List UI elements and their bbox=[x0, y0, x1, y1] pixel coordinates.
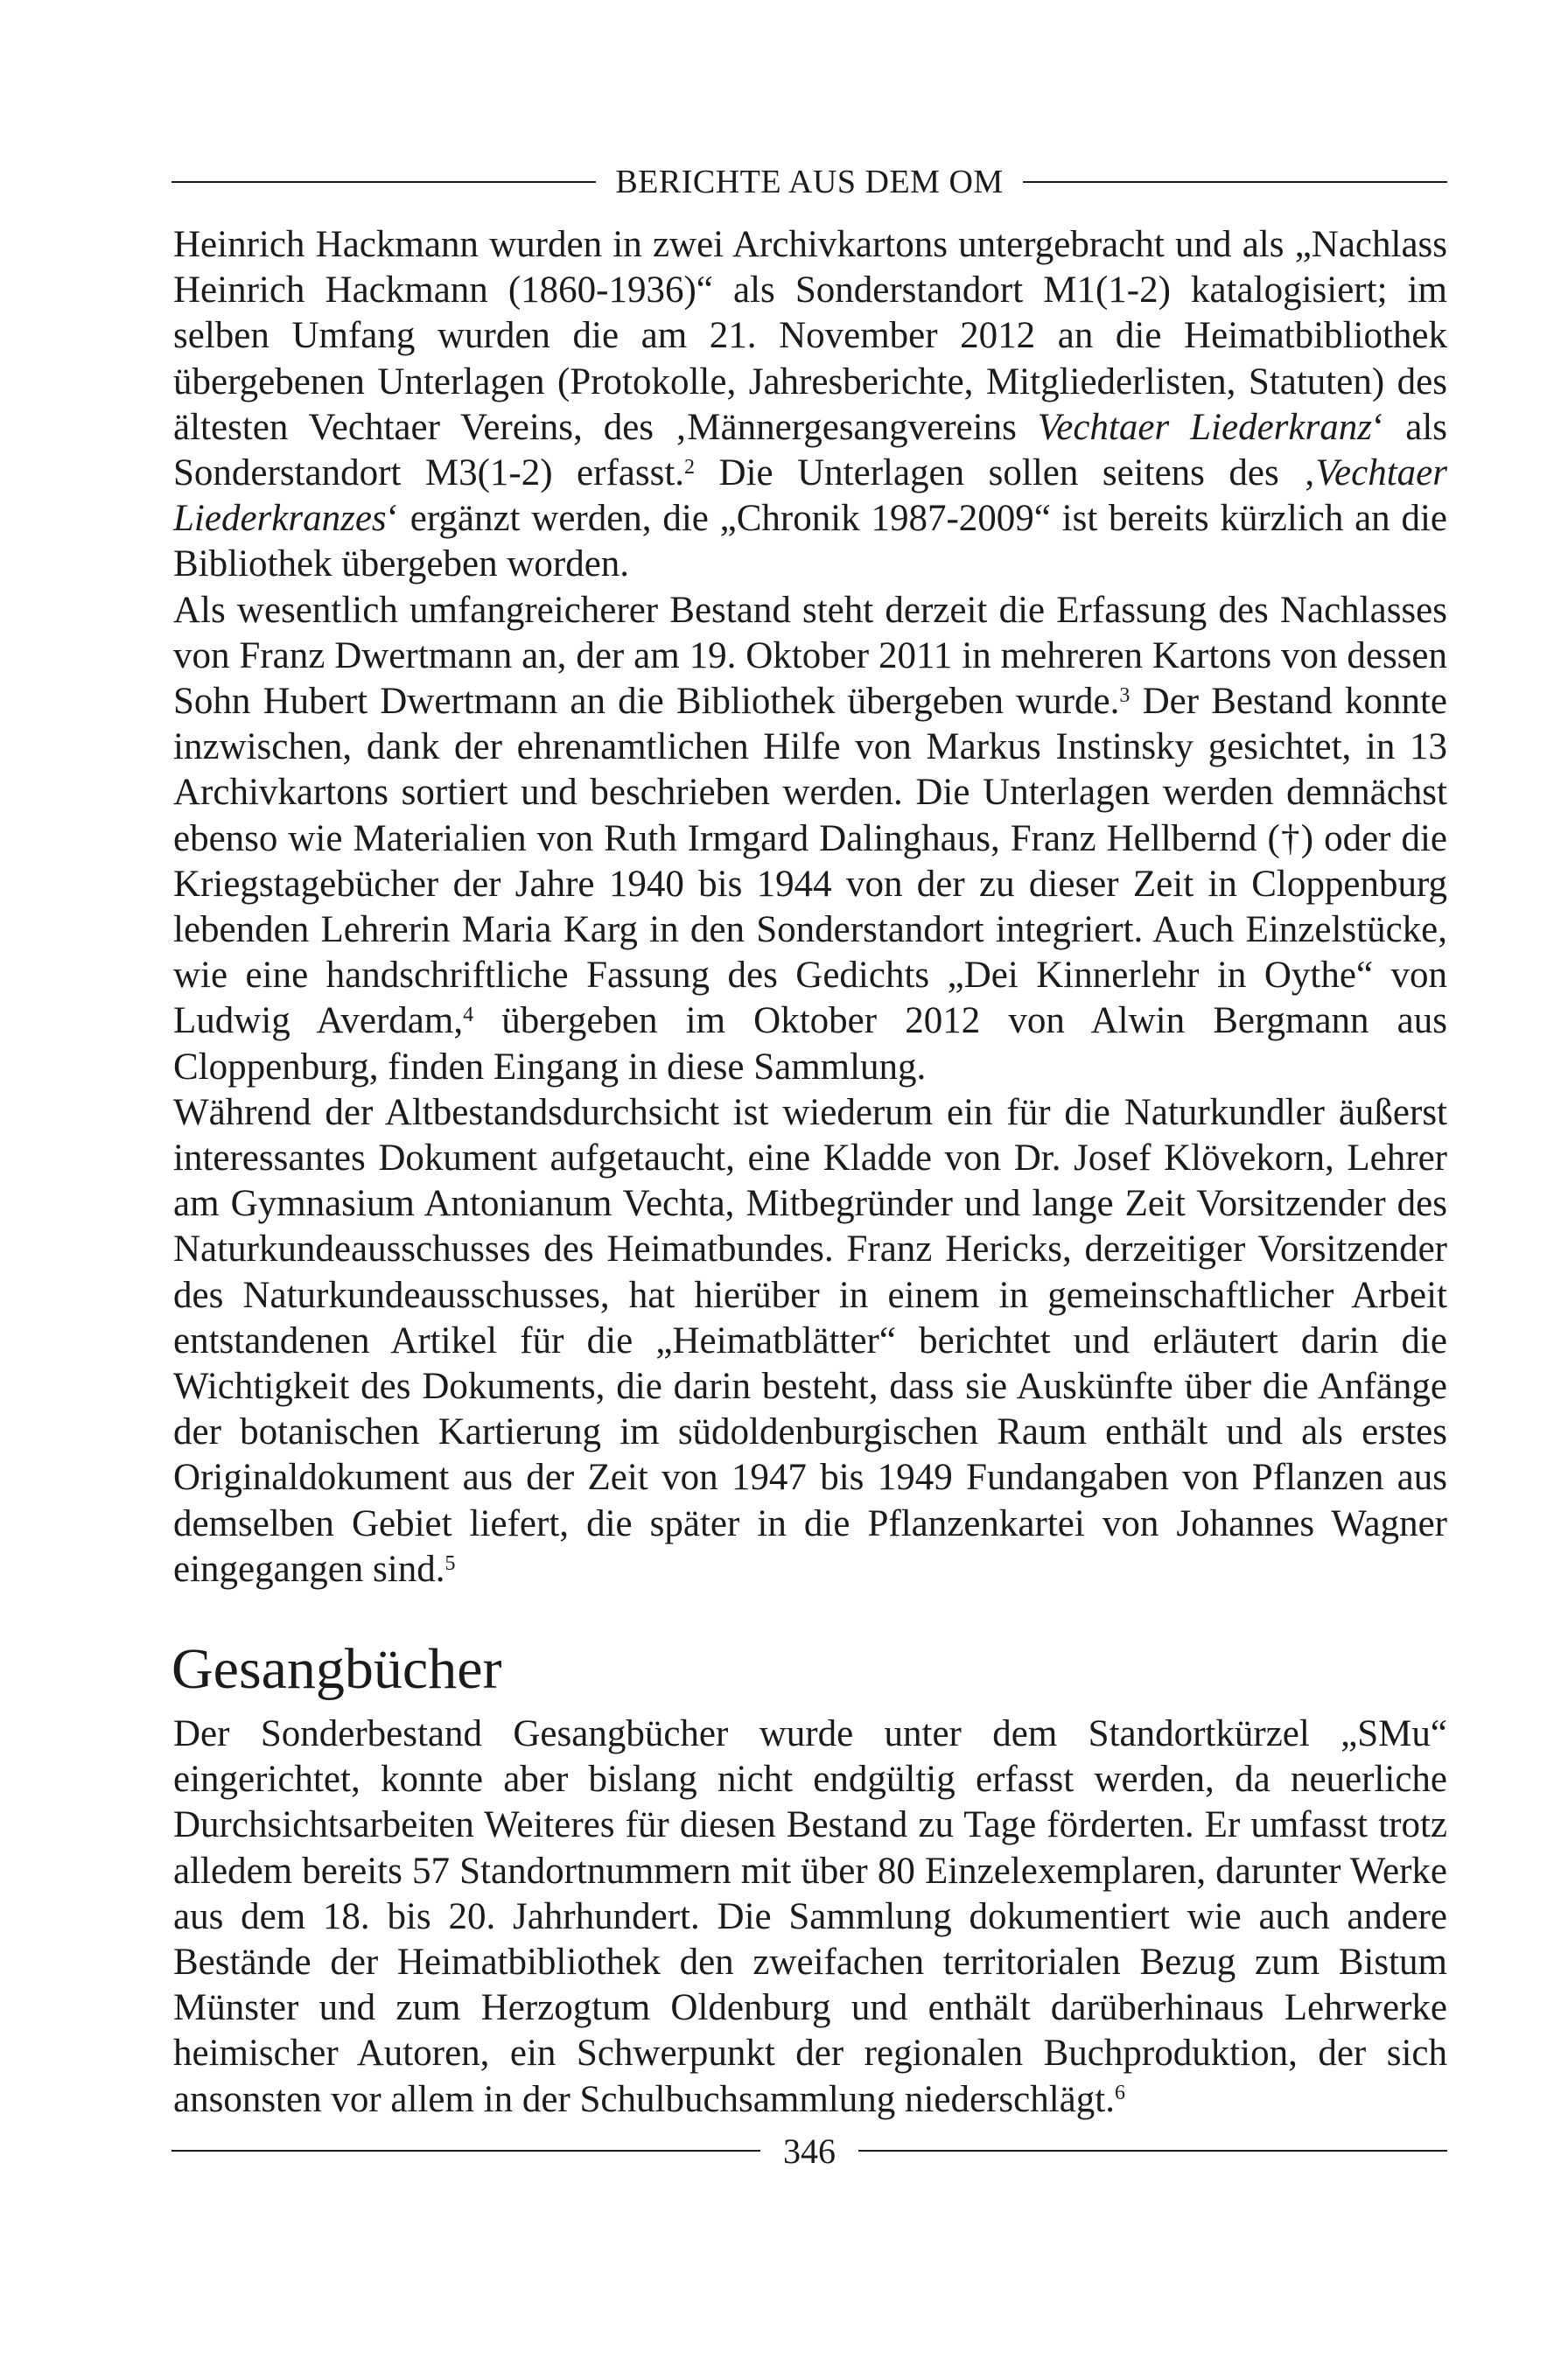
body-text-continued bbox=[173, 222, 1447, 1592]
running-header bbox=[172, 156, 1447, 208]
header-rule-left bbox=[172, 181, 596, 183]
paragraph-kladde-kloevekorn bbox=[173, 1090, 1447, 1592]
paragraph-gesangbuecher bbox=[173, 1712, 1447, 2123]
text-run: ‘ ergänzt werden, die „Chronik 1987-2009“ ist bereits kürzlich an die Bibliothek übergeben worden. bbox=[173, 498, 1447, 585]
footnote-ref: 4 bbox=[463, 1004, 474, 1027]
text-run: Der Sonderbestand Gesangbücher wurde unter dem Standortkürzel „SMu“ eingerichtet, konnte aber bislang nicht endgültig erfasst werden, da neuerliche Durchsichtsarbeiten Weiteres für diesen Bestand zu Tage förderten. Er umfasst trotz alledem bereits 57 Standortnummern mit über 80 Einzelexemplaren, darunter Werke aus dem 18. bis 20. Jahrhundert. Die Sammlung dokumentiert wie auch andere Bestände der Heimatbibliothek den zweifachen territorialen Bezug zum Bistum Münster und zum Herzogtum Oldenburg und enthält darüberhinaus Lehrwerke heimischer Autoren, ein Schwerpunkt der regionalen Buchproduktion, der sich ansonsten vor allem in der Schulbuchsammlung niederschlägt. bbox=[173, 1713, 1447, 2120]
paragraph-nachlass-dwertmann bbox=[173, 588, 1447, 1090]
footnote-ref: 5 bbox=[444, 1551, 456, 1575]
italic-title: Vechtaer Liederkranzes bbox=[173, 452, 1447, 540]
footer-rule-left bbox=[172, 2150, 760, 2152]
text-run: Die Unterlagen sollen seitens des ‚ bbox=[695, 452, 1316, 494]
text-run: Als wesentlich umfangreicherer Bestand steht derzeit die Erfassung des Nachlasses von Franz Dwertmann an, der am 19. Oktober 2011 in mehreren Kartons von dessen Sohn Hubert Dwertmann an die Bibliothek übergeben wurde. bbox=[173, 589, 1447, 723]
header-rule-right bbox=[1023, 181, 1447, 183]
text-run: Heinrich Hackmann wurden in zwei Archivkartons untergebracht und als „Nachlass Heinrich Hackmann (1860-1936)“ als Sonderstandort M1(1-2) katalogisiert; im selben Umfang wurden die am 21. November 2012 an die Heimatbibliothek übergebenen Unterlagen (Protokolle, Jahresberichte, Mitgliederlisten, Statuten) des ältesten Vechtaer Vereins, des ‚Männergesangvereins bbox=[173, 224, 1447, 448]
footnote-ref: 6 bbox=[1114, 2082, 1125, 2105]
body-text-gesangbuecher bbox=[173, 1712, 1447, 2123]
text-run: ‘ als Sonderstandort M3(1-2) erfasst. bbox=[173, 406, 1447, 494]
text-run: Während der Altbestandsdurchsicht ist wiederum ein für die Naturkundler äußerst interessantes Dokument aufgetaucht, eine Kladde von Dr. Josef Klövekorn, Lehrer am Gymnasium Antonianum Vechta, Mitbegründer und lange Zeit Vorsitzender des Naturkundeausschusses des Heimatbundes. Franz Hericks, derzeitiger Vorsitzender des Naturkundeausschusses, hat hierüber in einem in gemeinschaftlicher Arbeit entstandenen Artikel für die „Heimatblätter“ berichtet und erläutert darin die Wichtigkeit des Dokuments, die darin besteht, dass sie Auskünfte über die Anfänge der botanischen Kartierung im südoldenburgischen Raum enthält und als erstes Originaldokument aus der Zeit von 1947 bis 1949 Fundangaben von Pflanzen aus demselben Gebiet liefert, die später in die Pflanzenkartei von Johannes Wagner eingegangen sind. bbox=[173, 1091, 1447, 1590]
footnote-ref: 3 bbox=[1119, 683, 1130, 707]
page-number: 346 bbox=[783, 2131, 836, 2171]
paragraph-nachlass-hackmann bbox=[173, 222, 1447, 588]
page-footer bbox=[172, 2124, 1447, 2177]
footer-rule-right bbox=[858, 2150, 1447, 2152]
italic-title: Vechtaer Liederkranz bbox=[1037, 406, 1372, 448]
section-heading-gesangbuecher: Gesangbücher bbox=[172, 1637, 502, 1701]
running-header-title: BERICHTE AUS DEM OM bbox=[615, 164, 1004, 200]
text-run: Der Bestand konnte inzwischen, dank der ehrenamtlichen Hilfe von Markus Instinsky gesichtet, in 13 Archivkartons sortiert und beschrieben werden. Die Unterlagen werden demnächst ebenso wie Materialien von Ruth Irmgard Dalinghaus, Franz Hellbernd (†) oder die Kriegstagebücher der Jahre 1940 bis 1944 von der zu dieser Zeit in Cloppenburg lebenden Lehrerin Maria Karg in den Sonderstandort integriert. Auch Einzelstücke, wie eine handschriftliche Fassung des Gedichts „Dei Kinnerlehr in Oythe“ von Ludwig Averdam, bbox=[173, 681, 1447, 1042]
footnote-ref: 2 bbox=[684, 455, 696, 479]
text-run: übergeben im Oktober 2012 von Alwin Bergmann aus Cloppenburg, finden Eingang in diese Sammlung. bbox=[173, 1000, 1447, 1088]
